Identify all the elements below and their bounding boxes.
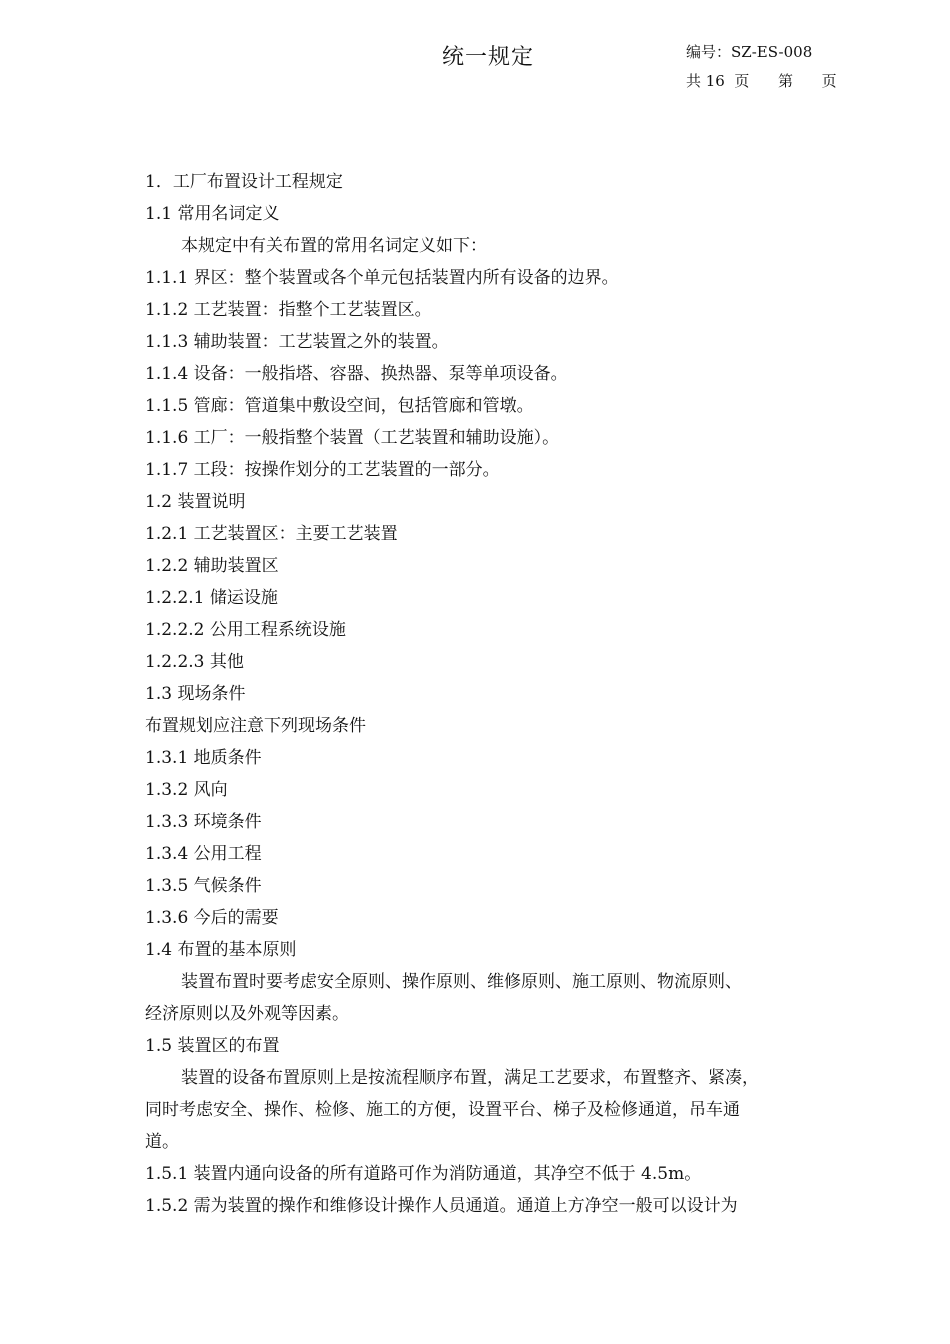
- text-line: 1.1.4 设备：一般指塔、容器、换热器、泵等单项设备。: [145, 364, 568, 384]
- text-line: 1.4 布置的基本原则: [145, 940, 297, 960]
- text-line: 1.5.1 装置内通向设备的所有道路可作为消防通道，其净空不低于 4.5m。: [145, 1164, 702, 1184]
- page-count: 共 16 页 第 页: [686, 72, 837, 90]
- text-line: 布置规划应注意下列现场条件: [145, 716, 366, 736]
- text-line: 1.1.2 工艺装置：指整个工艺装置区。: [145, 300, 432, 320]
- text-line: 经济原则以及外观等因素。: [145, 1004, 349, 1024]
- document-title: 统一规定: [442, 45, 535, 70]
- text-line: 1.1.6 工厂：一般指整个装置（工艺装置和辅助设施）。: [145, 428, 560, 448]
- paragraph-line: 本规定中有关布置的常用名词定义如下：: [181, 236, 487, 256]
- text-line: 1.3 现场条件: [145, 684, 246, 704]
- text-line: 1.3.2 风向: [145, 780, 228, 800]
- text-line: 1.1 常用名词定义: [145, 204, 280, 224]
- text-line: 1.2.2.3 其他: [145, 652, 244, 672]
- text-line: 道。: [145, 1132, 179, 1152]
- text-line: 1.5 装置区的布置: [145, 1036, 280, 1056]
- text-line: 1.3.4 公用工程: [145, 844, 262, 864]
- text-line: 同时考虑安全、操作、检修、施工的方便，设置平台、梯子及检修通道，吊车通: [145, 1100, 740, 1120]
- document-code: [686, 38, 837, 67]
- text-line: 1.2.2.1 储运设施: [145, 588, 278, 608]
- text-line: 1.1.1 界区：整个装置或各个单元包括装置内所有设备的边界。: [145, 268, 619, 288]
- text-line: 1.1.3 辅助装置：工艺装置之外的装置。: [145, 332, 449, 352]
- text-line: 1.2.1 工艺装置区：主要工艺装置: [145, 524, 398, 544]
- text-line: 1.1.5 管廊：管道集中敷设空间，包括管廊和管墩。: [145, 396, 534, 416]
- paragraph-line: 装置布置时要考虑安全原则、操作原则、维修原则、施工原则、物流原则、: [181, 972, 742, 992]
- text-line: 1.2 装置说明: [145, 492, 246, 512]
- text-line: 1.5.2 需为装置的操作和维修设计操作人员通道。通道上方净空一般可以设计为: [145, 1196, 738, 1216]
- text-line: 1.2.2.2 公用工程系统设施: [145, 620, 346, 640]
- text-line: 1.3.5 气候条件: [145, 876, 262, 896]
- text-line: 1.3.1 地质条件: [145, 748, 262, 768]
- code-label: 编号：: [686, 43, 732, 61]
- text-line: 1.1.7 工段：按操作划分的工艺装置的一部分。: [145, 460, 500, 480]
- text-line: 1.2.2 辅助装置区: [145, 556, 279, 576]
- text-line: 1．工厂布置设计工程规定: [145, 172, 343, 192]
- document-meta: [686, 38, 837, 96]
- code-value: SZ-ES-008: [731, 43, 813, 61]
- text-line: 1.3.6 今后的需要: [145, 908, 279, 928]
- paragraph-line: 装置的设备布置原则上是按流程顺序布置，满足工艺要求，布置整齐、紧凑，: [181, 1068, 759, 1088]
- text-line: 1.3.3 环境条件: [145, 812, 262, 832]
- document-body: [145, 166, 810, 1222]
